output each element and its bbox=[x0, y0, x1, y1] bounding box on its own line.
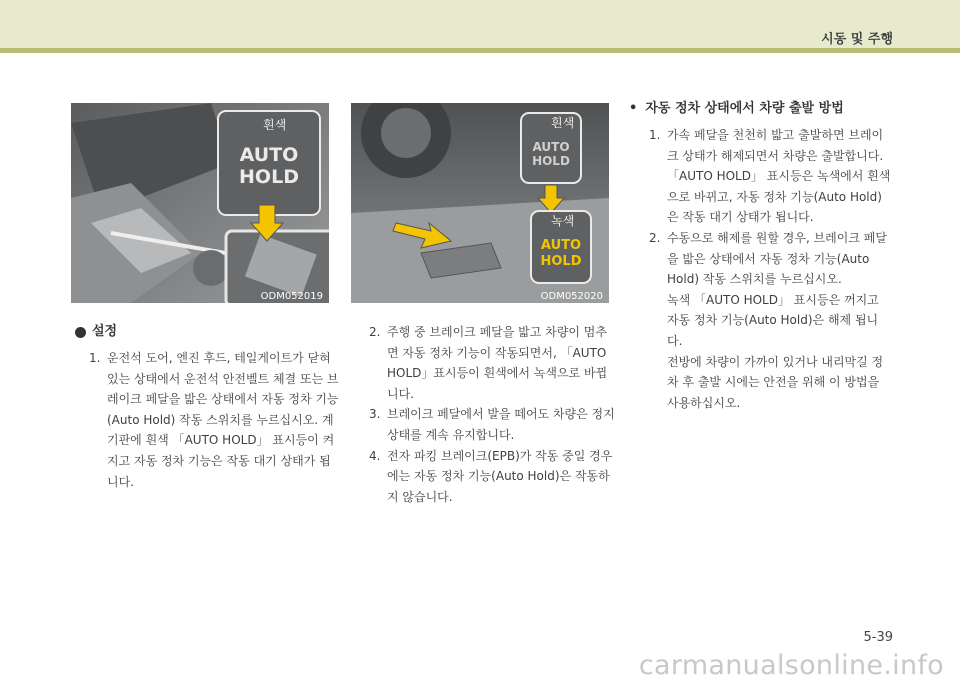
callout-top-label: 흰색 bbox=[551, 116, 575, 130]
column-departure bbox=[629, 99, 893, 413]
setup-heading bbox=[75, 322, 339, 342]
bullet-icon bbox=[75, 327, 86, 338]
header-band bbox=[0, 0, 960, 48]
setup-heading-text: 설정 bbox=[92, 324, 118, 339]
list-item: 1. 가속 페달을 천천히 밟고 출발하면 브레이크 상태가 해제되면서 차량은 출발합니다. bbox=[649, 128, 884, 163]
list-item: 3. 브레이크 페달에서 발을 떼어도 차량은 정지 상태를 계속 유지합니다. bbox=[369, 407, 615, 442]
list-item: 녹색 「AUTO HOLD」 표시등은 꺼지고 자동 정차 기능(Auto Hold)은 해제 됩니다. bbox=[667, 292, 879, 348]
column-setup bbox=[75, 322, 339, 492]
page-number: 5-39 bbox=[863, 630, 893, 645]
column-operation bbox=[369, 322, 615, 507]
list-item: 2. 주행 중 브레이크 페달을 밟고 차량이 멈추면 자동 정차 기능이 작동되면서, 「AUTO HOLD」표시등이 흰색에서 녹색으로 바뀝니다. bbox=[369, 325, 608, 401]
hold-label: HOLD bbox=[239, 166, 299, 188]
console-illustration bbox=[71, 103, 329, 303]
list-item: 전방에 차량이 가까이 있거나 내리막길 정차 후 출발 시에는 안전을 위해 이 방법을 사용하십시오. bbox=[667, 354, 884, 410]
pedal-illustration bbox=[351, 103, 609, 303]
auto-label: AUTO bbox=[239, 144, 299, 166]
hold-label-top: HOLD bbox=[532, 154, 570, 168]
list-item: 2. 수동으로 해제를 원할 경우, 브레이크 페달을 밟은 상태에서 자동 정차 기능(Auto Hold) 작동 스위치를 누르십시오. bbox=[649, 230, 887, 287]
callout-label: 흰색 bbox=[263, 118, 287, 132]
hold-label-bottom: HOLD bbox=[540, 254, 582, 269]
auto-hold-pedal-photo bbox=[351, 103, 609, 303]
section-title: 시동 및 주행 bbox=[821, 32, 893, 47]
figure-code: ODM052020 bbox=[540, 291, 603, 302]
list-item: 4. 전자 파킹 브레이크(EPB)가 작동 중일 경우에는 자동 정차 기능(Auto Hold)은 작동하지 않습니다. bbox=[369, 448, 613, 504]
figure-code: ODM052019 bbox=[260, 291, 323, 302]
header-rule bbox=[0, 48, 960, 53]
list-item: 1. 운전석 도어, 엔진 후드, 테일게이트가 닫혀 있는 상태에서 운전석 안전벨트 체결 또는 브레이크 페달을 밟은 상태에서 자동 정차 기능(Auto Hold) 작동 스위치를 누르십시오. 계기판에 흰색 「AUTO HOLD」 표시등이 켜지고 자동 정차 기능은 작동 대기 상태가 됩니다. bbox=[89, 351, 339, 489]
auto-label-top: AUTO bbox=[532, 140, 570, 154]
auto-hold-switch-photo bbox=[71, 103, 329, 303]
departure-heading-text: 자동 정차 상태에서 차량 출발 방법 bbox=[645, 101, 844, 116]
departure-heading: • 자동 정차 상태에서 차량 출발 방법 bbox=[629, 99, 893, 119]
watermark: carmanualsonline.info bbox=[638, 650, 944, 681]
auto-label-bottom: AUTO bbox=[540, 238, 582, 253]
callout-bottom-label: 녹색 bbox=[551, 214, 575, 228]
list-item: 「AUTO HOLD」 표시등은 녹색에서 흰색으로 바뀌고, 자동 정차 기능(Auto Hold)은 작동 대기 상태가 됩니다. bbox=[667, 169, 891, 225]
